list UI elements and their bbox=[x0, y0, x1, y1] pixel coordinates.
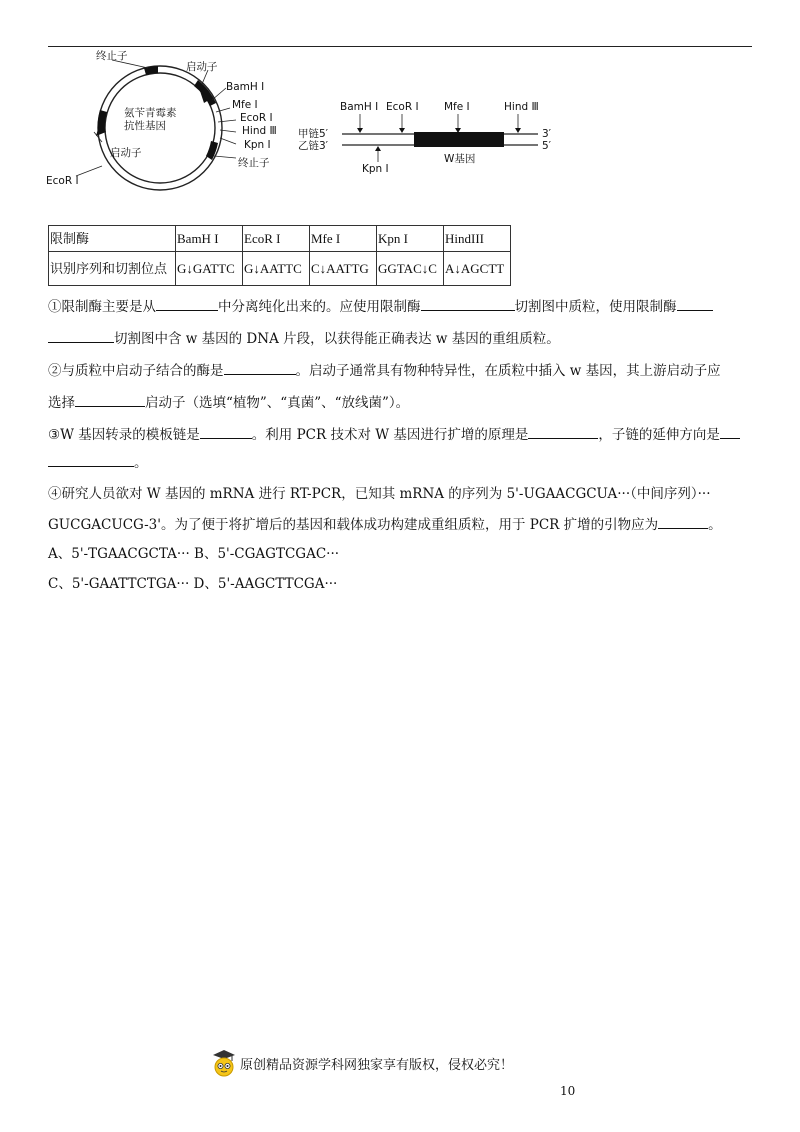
plasmid-site-ecori-left: EcoR I bbox=[46, 175, 79, 187]
question-1-line-1: ①限制酶主要是从 中分离纯化出来的。应使用限制酶 切割图中质粒，使用限制酶 bbox=[48, 296, 752, 317]
table-header-cell: HindIII bbox=[444, 226, 511, 252]
figure bbox=[40, 48, 600, 198]
table-cell: C↓AATTG bbox=[310, 252, 377, 286]
answer-blank[interactable] bbox=[720, 424, 740, 439]
table-row bbox=[49, 226, 511, 252]
answer-blank[interactable] bbox=[48, 452, 134, 467]
table-cell: G↓GATTC bbox=[176, 252, 243, 286]
diagram-svg bbox=[40, 48, 600, 198]
question-4-line-2: GUCGACUCG-3'。为了便于将扩增后的基因和载体成功构建成重组质粒，用于 PCR 扩增的引物应为 。 bbox=[48, 514, 752, 535]
table-cell: G↓AATTC bbox=[243, 252, 310, 286]
table-cell: A↓AGCTT bbox=[444, 252, 511, 286]
table-header-cell: BamH I bbox=[176, 226, 243, 252]
enzyme-table bbox=[48, 225, 511, 286]
plasmid-resistance-line2: 抗性基因 bbox=[124, 120, 166, 132]
gene-end-5prime: 5′ bbox=[542, 140, 552, 152]
gene-site-mfei: Mfe I bbox=[444, 101, 470, 113]
answer-blank[interactable] bbox=[677, 296, 713, 311]
gene-label: W基因 bbox=[444, 153, 476, 165]
top-rule bbox=[48, 46, 752, 47]
plasmid-site-hindiii: Hind Ⅲ bbox=[242, 125, 277, 137]
plasmid-site-ecori-right: EcoR I bbox=[240, 112, 273, 124]
plasmid-promoter-right: 启动子 bbox=[186, 61, 218, 73]
page-number: 10 bbox=[560, 1084, 576, 1098]
question-2-line-2: 选择 启动子（选填“植物”、“真菌”、“放线菌”）。 bbox=[48, 392, 752, 413]
answer-blank[interactable] bbox=[75, 392, 145, 407]
answer-blank[interactable] bbox=[200, 424, 252, 439]
answer-blank[interactable] bbox=[658, 514, 708, 529]
plasmid-site-kpni: Kpn I bbox=[244, 139, 271, 151]
table-header-cell: Mfe I bbox=[310, 226, 377, 252]
table-row-label: 识别序列和切割位点 bbox=[49, 252, 176, 286]
gene-site-ecori: EcoR I bbox=[386, 101, 419, 113]
table-cell: GGTAC↓C bbox=[377, 252, 444, 286]
plasmid-terminator-right: 终止子 bbox=[238, 157, 270, 169]
gene-site-kpni: Kpn I bbox=[362, 163, 389, 175]
gene-strand-a: 甲链5′ bbox=[298, 128, 329, 140]
table-row bbox=[49, 252, 511, 286]
gene-site-bamhi: BamH I bbox=[340, 101, 379, 113]
plasmid-promoter-left: 启动子 bbox=[110, 147, 142, 159]
question-2-line-1: ②与质粒中启动子结合的酶是 。启动子通常具有物种特异性，在质粒中插入 w 基因，其上游启动子应 bbox=[48, 360, 752, 381]
mascot-icon bbox=[210, 1048, 238, 1078]
plasmid-site-bamhi: BamH I bbox=[226, 81, 265, 93]
question-3-line-2: 。 bbox=[48, 452, 752, 473]
table-header-cell: EcoR I bbox=[243, 226, 310, 252]
table-header-cell: 限制酶 bbox=[49, 226, 176, 252]
gene-strand-b: 乙链3′ bbox=[298, 140, 329, 152]
answer-blank[interactable] bbox=[421, 296, 515, 311]
question-1-line-2: 切割图中含 w 基因的 DNA 片段，以获得能正确表达 w 基因的重组质粒。 bbox=[48, 328, 752, 349]
copyright-notice: 原创精品资源学科网独家享有版权，侵权必究！ bbox=[240, 1057, 514, 1073]
footer bbox=[210, 1048, 513, 1078]
answer-blank[interactable] bbox=[48, 328, 114, 343]
question-3-line-1: ③W 基因转录的模板链是 。利用 PCR 技术对 W 基因进行扩增的原理是 ，子链的延伸方向是 bbox=[48, 424, 752, 445]
plasmid-terminator-top: 终止子 bbox=[96, 50, 128, 62]
table-header-cell: Kpn I bbox=[377, 226, 444, 252]
options-ab: A、5'-TGAACGCTA··· B、5'-CGAGTCGAC··· bbox=[48, 546, 340, 562]
answer-blank[interactable] bbox=[528, 424, 598, 439]
plasmid-resistance-line1: 氨苄青霉素 bbox=[124, 107, 177, 119]
answer-blank[interactable] bbox=[156, 296, 218, 311]
plasmid-site-mfei: Mfe I bbox=[232, 99, 258, 111]
question-4-line-1: ④研究人员欲对 W 基因的 mRNA 进行 RT-PCR，已知其 mRNA 的序列为 5'-UGAACGCUA···（中间序列）··· bbox=[48, 486, 711, 502]
gene-end-3prime: 3′ bbox=[542, 128, 552, 140]
gene-site-hindiii: Hind Ⅲ bbox=[504, 101, 539, 113]
options-cd: C、5'-GAATTCTGA··· D、5'-AAGCTTCGA··· bbox=[48, 576, 338, 592]
answer-blank[interactable] bbox=[224, 360, 296, 375]
